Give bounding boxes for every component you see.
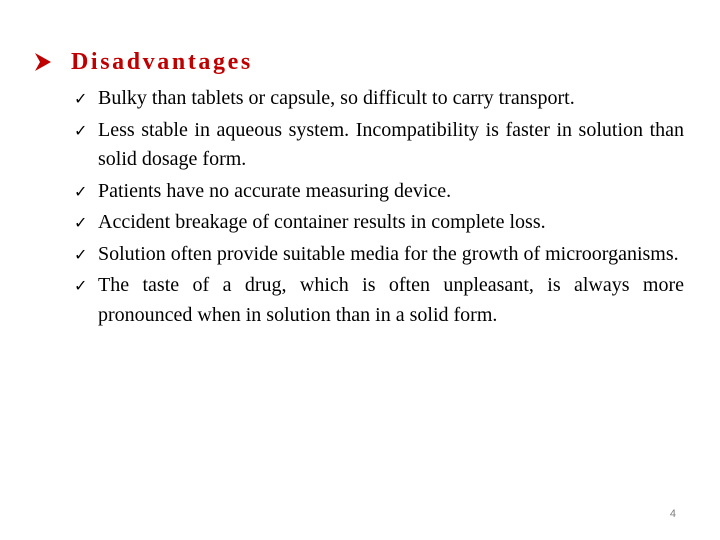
list-item bbox=[74, 208, 684, 238]
list-item-text: Bulky than tablets or capsule, so difficult to carry transport. bbox=[98, 87, 575, 109]
checkmark-icon: ✓ bbox=[74, 120, 88, 140]
checkmark-icon: ✓ bbox=[74, 276, 88, 295]
list-item-text: Less stable in aqueous system. Incompatibility is faster in solution than solid dosage form. bbox=[98, 118, 684, 170]
disadvantages-list bbox=[74, 84, 684, 332]
list-item bbox=[74, 84, 684, 114]
checkmark-icon: ✓ bbox=[74, 181, 88, 201]
list-item-text: The taste of a drug, which is often unpleasant, is always more pronounced when in solution than in a solid form. bbox=[98, 274, 684, 326]
list-item bbox=[74, 177, 684, 207]
list-item-text: Accident breakage of container results in complete loss. bbox=[98, 211, 546, 233]
list-item bbox=[74, 271, 684, 330]
list-item-text: Patients have no accurate measuring device. bbox=[98, 179, 452, 202]
list-item bbox=[74, 116, 684, 175]
list-item-text: Solution often provide suitable media for the growth of microorganisms. bbox=[98, 242, 679, 265]
heading-title: Disadvantages bbox=[71, 48, 253, 75]
checkmark-icon: ✓ bbox=[74, 244, 88, 264]
checkmark-icon: ✓ bbox=[74, 213, 88, 232]
page-number: 4 bbox=[669, 508, 676, 520]
arrow-bullet-icon bbox=[33, 52, 55, 72]
checkmark-icon: ✓ bbox=[74, 89, 88, 108]
section-heading bbox=[33, 46, 253, 78]
list-item bbox=[74, 240, 684, 270]
